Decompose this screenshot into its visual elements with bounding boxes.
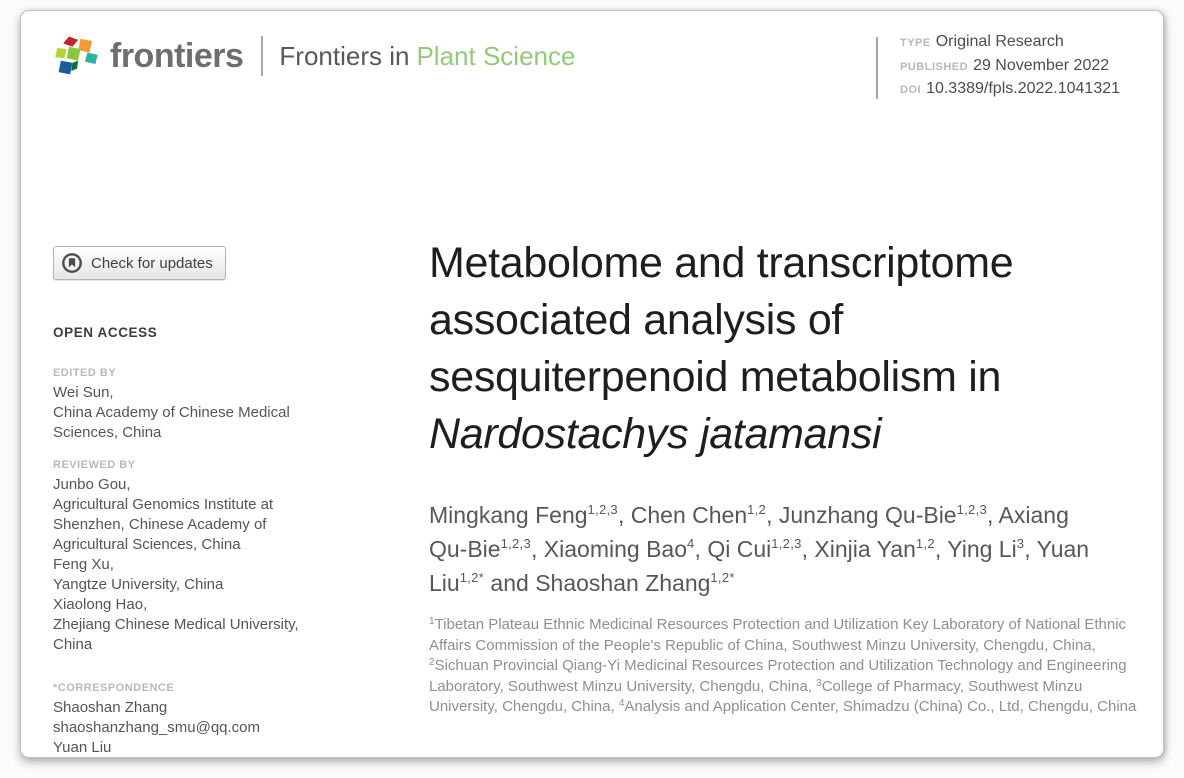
affiliation-sup: 4 <box>618 698 625 709</box>
author-separator: , <box>1024 536 1037 562</box>
author-affil-sup: 1,2 <box>915 536 935 551</box>
title-line: associated analysis of <box>429 296 844 344</box>
frontiers-wordmark: frontiers <box>110 36 244 75</box>
author-affil-sup: 1,2,3 <box>771 536 802 551</box>
author-name: Axiang Qu-Bie <box>429 502 1069 562</box>
doi-value: 10.3389/fpls.2022.1041321 <box>926 80 1121 97</box>
reviewed-by-label: REVIEWED BY <box>53 459 136 471</box>
meta-row-published <box>900 55 1120 79</box>
journal-name-green: Plant Science <box>416 40 576 71</box>
author-affil-sup: 1,2* <box>459 570 485 585</box>
check-for-updates-label: Check for updates <box>91 254 213 272</box>
author-affil-sup: 1,2 <box>747 502 767 517</box>
meta-vertical-rule <box>876 37 878 99</box>
editor-affiliation: China Academy of Chinese Medical Sciences, China <box>53 404 290 441</box>
meta-value: 29 November 2022 <box>973 56 1110 74</box>
affiliation-text: Analysis and Application Center, Shimadzu (China) Co., Ltd, Chengdu, China <box>624 698 1137 715</box>
author-name: Chen Chen <box>630 502 748 528</box>
meta-value: Original Research <box>935 33 1064 50</box>
affiliations <box>429 615 1141 718</box>
author-affil-sup: 4 <box>687 536 695 551</box>
open-access-badge: OPEN ACCESS <box>53 325 158 340</box>
reviewer-name: Feng Xu, <box>53 556 114 573</box>
reviewer-name: Xiaolong Hao, <box>53 596 148 613</box>
title-line: Metabolome and transcriptome <box>429 239 1014 287</box>
author-separator: , <box>531 536 544 562</box>
check-for-updates-button[interactable] <box>53 246 226 280</box>
title-line: sesquiterpenoid metabolism in <box>429 353 1002 401</box>
author-list <box>429 498 1097 600</box>
correspondence-label: *CORRESPONDENCE <box>53 682 175 694</box>
journal-prefix: Frontiers in <box>279 40 410 71</box>
author-affil-sup: 1,2,3 <box>587 502 618 517</box>
author-name: Shaoshan Zhang <box>535 570 711 596</box>
meta-row-doi <box>900 78 1120 102</box>
affiliation-sup: 1 <box>429 616 435 627</box>
author-name: Ying Li <box>947 536 1017 562</box>
author-affil-sup: 1,2,3 <box>956 502 988 517</box>
frontiers-logo-icon <box>54 33 100 79</box>
reviewer-affiliation: Agricultural Genomics Institute at Shenzhen, Chinese Academy of Agricultural Sciences, China <box>53 496 274 553</box>
journal-title <box>279 41 575 72</box>
author-separator: and <box>484 570 536 596</box>
author-name: Junzhang Qu-Bie <box>778 502 957 528</box>
article-title <box>429 235 1155 463</box>
author-affil-sup: 3 <box>1016 536 1025 551</box>
author-separator: , <box>694 536 708 562</box>
reviewer-affiliation: Zhejiang Chinese Medical University, China <box>53 616 299 653</box>
author-separator: , <box>934 536 948 562</box>
meta-label: DOI <box>900 84 922 96</box>
author-separator: , <box>766 502 779 528</box>
affiliation-sup: 2 <box>429 657 435 668</box>
article-page <box>20 10 1164 758</box>
masthead <box>54 33 575 79</box>
edited-by-label: EDITED BY <box>53 367 117 379</box>
author-affil-sup: 1,2,3 <box>500 536 532 551</box>
author-name: Yuan Liu <box>429 536 1090 596</box>
author-name: Mingkang Feng <box>429 502 588 528</box>
author-separator: , <box>801 536 815 562</box>
author-separator: , <box>987 502 999 528</box>
affiliation-text: College of Pharmacy, Southwest Minzu University, Chengdu, China, <box>429 677 1083 715</box>
affiliation-sup: 3 <box>816 677 822 689</box>
meta-row-type <box>900 31 1120 55</box>
editor-name: Wei Sun, <box>53 384 114 401</box>
meta-label: PUBLISHED <box>900 60 969 73</box>
crossmark-icon <box>61 252 83 274</box>
article-meta-block <box>876 31 1120 102</box>
author-name: Xinjia Yan <box>814 536 916 562</box>
correspondence-email[interactable]: shaoshanzhang_smu@qq.com <box>53 719 261 736</box>
affiliation-text: Sichuan Provincial Qiang-Yi Medicinal Resources Protection and Utilization Technology and Engineering Laboratory, Southwest Minzu University, Chengdu, China, <box>429 657 1127 695</box>
correspondence-name: Shaoshan Zhang <box>53 699 168 716</box>
reviewer-affiliation: Yangtze University, China <box>53 576 224 593</box>
title-species-name: Nardostachys jatamansi <box>429 410 882 458</box>
author-separator: , <box>617 502 631 528</box>
masthead-divider <box>261 36 263 76</box>
reviewer-name: Junbo Gou, <box>53 476 131 493</box>
author-affil-sup: 1,2* <box>710 570 735 585</box>
affiliation-text: Tibetan Plateau Ethnic Medicinal Resources Protection and Utilization Key Laboratory of National Ethnic Affairs Commission of the People's Republic of China, Southwest Minzu University, Chengdu, China, <box>429 616 1127 654</box>
meta-label: TYPE <box>900 37 931 49</box>
author-name: Qi Cui <box>707 536 772 562</box>
author-name: Xiaoming Bao <box>543 536 687 562</box>
meta-rows <box>900 31 1120 102</box>
correspondence-name: Yuan Liu <box>53 739 112 756</box>
sidebar <box>53 246 338 756</box>
